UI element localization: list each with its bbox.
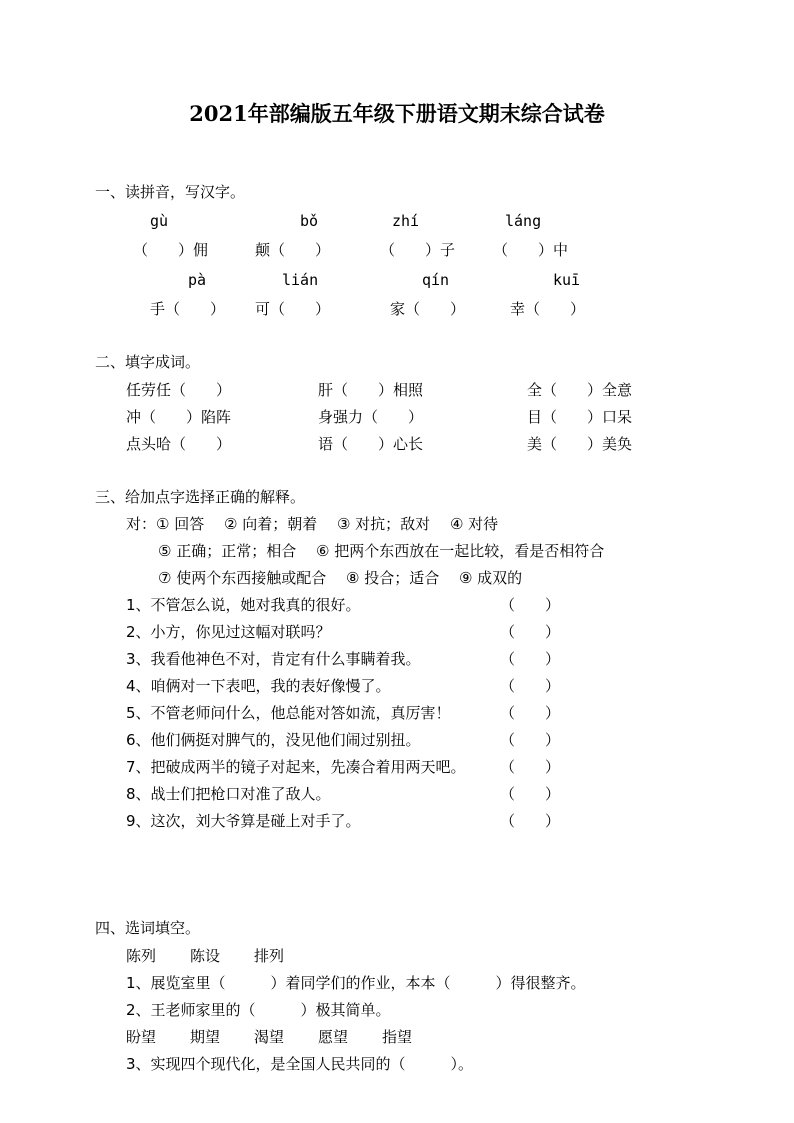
pinyin-bo: bǒ bbox=[300, 212, 319, 230]
question-4: 4、咱俩对一下表吧，我的表好像慢了。 bbox=[126, 677, 391, 695]
answer-blank-7: （ ） bbox=[500, 758, 561, 776]
fill-question-1: 1、展览室里（ ）着同学们的作业，本本（ ）得很整齐。 bbox=[126, 974, 586, 992]
word-chenlie: 陈列 bbox=[126, 947, 157, 965]
question-8: 8、战士们把枪口对准了敌人。 bbox=[126, 785, 331, 803]
question-5: 5、不管老师问什么，他总能对答如流，真厉害！ bbox=[126, 704, 451, 722]
word-blank-6: 可（ ） bbox=[255, 300, 331, 318]
word-qiwang: 期望 bbox=[190, 1028, 221, 1046]
section1-heading: 一、读拼音，写汉字。 bbox=[95, 183, 246, 201]
idiom-8: 语（ ）心长 bbox=[318, 435, 424, 453]
idiom-6: 目（ ）口呆 bbox=[527, 408, 633, 426]
answer-blank-4: （ ） bbox=[500, 677, 561, 695]
word-blank-8: 幸（ ） bbox=[510, 300, 586, 318]
question-7: 7、把破成两半的镜子对起来，先凑合着用两天吧。 bbox=[126, 758, 466, 776]
question-6: 6、他们俩挺对脾气的，没见他们闹过别扭。 bbox=[126, 731, 421, 749]
word-blank-7: 家（ ） bbox=[390, 300, 466, 318]
word-kewang: 渴望 bbox=[254, 1028, 285, 1046]
idiom-7: 点头哈（ ） bbox=[126, 435, 232, 453]
question-9: 9、这次，刘大爷算是碰上对手了。 bbox=[126, 812, 361, 830]
definition-line-3: ⑦ 使两个东西接触或配合 ⑧ 投合；适合 ⑨ 成双的 bbox=[158, 569, 523, 587]
fill-question-2: 2、王老师家里的（ ）极其简单。 bbox=[126, 1001, 391, 1019]
word-chenshe: 陈设 bbox=[190, 947, 221, 965]
word-pailie: 排列 bbox=[254, 947, 285, 965]
answer-blank-8: （ ） bbox=[500, 785, 561, 803]
answer-blank-5: （ ） bbox=[500, 704, 561, 722]
word-blank-2: 颠（ ） bbox=[255, 241, 331, 259]
idiom-4: 冲（ ）陷阵 bbox=[126, 408, 232, 426]
word-zhiwang: 指望 bbox=[382, 1028, 413, 1046]
fill-question-3: 3、实现四个现代化，是全国人民共同的（ ）。 bbox=[126, 1055, 474, 1073]
pinyin-qin: qín bbox=[422, 271, 450, 289]
pinyin-pa: pà bbox=[188, 271, 207, 289]
answer-blank-3: （ ） bbox=[500, 650, 561, 668]
question-2: 2、小方，你见过这幅对联吗？ bbox=[126, 623, 331, 641]
pinyin-lian: lián bbox=[282, 271, 319, 289]
pinyin-lang: láng bbox=[505, 212, 542, 230]
answer-blank-2: （ ） bbox=[500, 623, 561, 641]
word-panwang: 盼望 bbox=[126, 1028, 157, 1046]
question-3: 3、我看他神色不对，肯定有什么事瞒着我。 bbox=[126, 650, 421, 668]
definition-line-2: ⑤ 正确；正常；相合 ⑥ 把两个东西放在一起比较，看是否相符合 bbox=[158, 542, 605, 560]
word-blank-4: （ ）中 bbox=[493, 241, 569, 259]
answer-blank-9: （ ） bbox=[500, 812, 561, 830]
idiom-2: 肝（ ）相照 bbox=[318, 381, 424, 399]
idiom-3: 全（ ）全意 bbox=[527, 381, 633, 399]
section2-heading: 二、填字成词。 bbox=[95, 353, 201, 371]
page-title: 2021年部编版五年级下册语文期末综合试卷 bbox=[189, 101, 605, 126]
word-blank-5: 手（ ） bbox=[150, 300, 226, 318]
pinyin-zhi: zhí bbox=[392, 212, 420, 230]
definition-line-1: 对：① 回答 ② 向着；朝着 ③ 对抗；敌对 ④ 对待 bbox=[126, 515, 499, 533]
word-blank-1: （ ）佣 bbox=[133, 241, 209, 259]
idiom-1: 任劳任（ ） bbox=[126, 381, 232, 399]
idiom-9: 美（ ）美奂 bbox=[527, 435, 633, 453]
word-yuanwang: 愿望 bbox=[318, 1028, 349, 1046]
word-blank-3: （ ）子 bbox=[380, 241, 456, 259]
section4-heading: 四、选词填空。 bbox=[95, 919, 201, 937]
section3-heading: 三、给加点字选择正确的解释。 bbox=[95, 488, 306, 506]
pinyin-gu: gù bbox=[150, 212, 169, 230]
question-1: 1、不管怎么说，她对我真的很好。 bbox=[126, 596, 361, 614]
answer-blank-6: （ ） bbox=[500, 731, 561, 749]
idiom-5: 身强力（ ） bbox=[318, 408, 424, 426]
answer-blank-1: （ ） bbox=[500, 596, 561, 614]
pinyin-kui: kuī bbox=[553, 271, 581, 289]
